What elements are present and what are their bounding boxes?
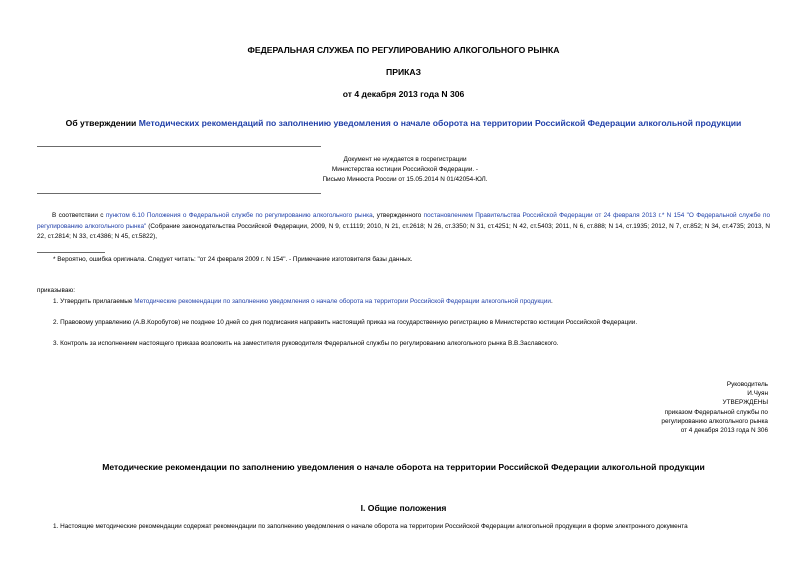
signature-name: И.Чуян: [747, 390, 768, 398]
registration-note-line-2: Министерства юстиции Российской Федерации. -: [331, 165, 479, 173]
document-title: [0, 118, 807, 128]
annex-title: Методические рекомендации по заполнению уведомления о начале оборота на территории Российской Федерации алкогольной продукции: [102, 462, 705, 472]
preamble-text-3: (Собрание законодательства Российской Федерации, 2009, N 9, ст.1119; 2010, N 21, ст.2618; N 26, ст.3350; N 31, ст.4251; N 42, ст.5403; 2011, N 6, ст.888; N 14, ст.1935; 2012, N 7, ст.852; N 34, ст.4735; 2013, N 22, ст.2814; N 33, ст.4386; N 45, ст.5822),: [37, 222, 770, 241]
section-title: I. Общие положения: [360, 503, 447, 513]
order-item-1-suffix: .: [550, 298, 553, 305]
order-item-2: 2. Правовому управлению (А.В.Коробутов) не позднее 10 дней со дня подписания направить настоящий приказ на государственную регистрацию в Министерство юстиции Российской Федерации.: [53, 319, 638, 326]
approval-line-3: регулированию алкогольного рынка: [661, 417, 768, 425]
signature-position: Руководитель: [726, 381, 768, 388]
registration-note-line-1: Документ не нуждается в госрегистрации: [343, 156, 467, 163]
document-title-prefix: Об утверждении: [65, 118, 139, 128]
order-item-3: 3. Контроль за исполнением настоящего приказа возложить на заместителя руководителя Федеральной службы по регулированию алкогольного рынка В.В.Заславского.: [53, 340, 559, 347]
preamble-link-1[interactable]: пунктом 6.10 Положения о Федеральной службе по регулированию алкогольного рынка: [105, 212, 373, 219]
registration-note-line-3: Письмо Минюста России от 15.05.2014 N 01/42054-ЮЛ.: [322, 175, 488, 183]
document-type: ПРИКАЗ: [386, 67, 421, 77]
signature-block: [661, 380, 768, 435]
order-item-1-link[interactable]: Методические рекомендации по заполнению уведомления о начале оборота на территории Российской Федерации алкогольной продукции: [134, 298, 551, 305]
footnote: * Вероятно, ошибка оригинала. Следует читать: "от 24 февраля 2009 г. N 154". - Примечание изготовителя базы данных.: [53, 256, 413, 263]
approval-heading: УТВЕРЖДЕНЫ: [722, 399, 768, 407]
preamble-text-2: , утвержденного: [372, 212, 424, 219]
agency-name: ФЕДЕРАЛЬНАЯ СЛУЖБА ПО РЕГУЛИРОВАНИЮ АЛКОГОЛЬНОГО РЫНКА: [247, 45, 560, 55]
preamble-link-2[interactable]: постановлением Правительства Российской Федерации от 24 февраля 2013 г.* N 154 "О Федеральной службе по регулированию алкогольного рынка": [37, 212, 771, 230]
preamble-text-1: В соответствии с: [52, 212, 106, 219]
order-item-1: [53, 297, 553, 308]
footnote-divider: [37, 252, 105, 253]
document-title-link[interactable]: Методических рекомендаций по заполнению уведомления о начале оборота на территории Российской Федерации алкогольной продукции: [138, 118, 742, 128]
approval-line-2: приказом Федеральной службы по: [664, 408, 768, 416]
divider-bottom: [37, 193, 321, 194]
approval-line-4: от 4 декабря 2013 года N 306: [680, 427, 768, 435]
divider-top: [37, 146, 321, 147]
order-word: приказываю:: [37, 287, 75, 294]
section-paragraph-1: 1. Настоящие методические рекомендации содержат рекомендации по заполнению уведомления о начале оборота на территории Российской Федерации алкогольной продукции в форме электронного документа: [53, 523, 688, 530]
document-date-number: от 4 декабря 2013 года N 306: [342, 89, 465, 99]
preamble-paragraph: [37, 211, 770, 243]
registration-note: [245, 155, 565, 184]
order-item-1-prefix: 1. Утвердить прилагаемые: [53, 298, 135, 305]
